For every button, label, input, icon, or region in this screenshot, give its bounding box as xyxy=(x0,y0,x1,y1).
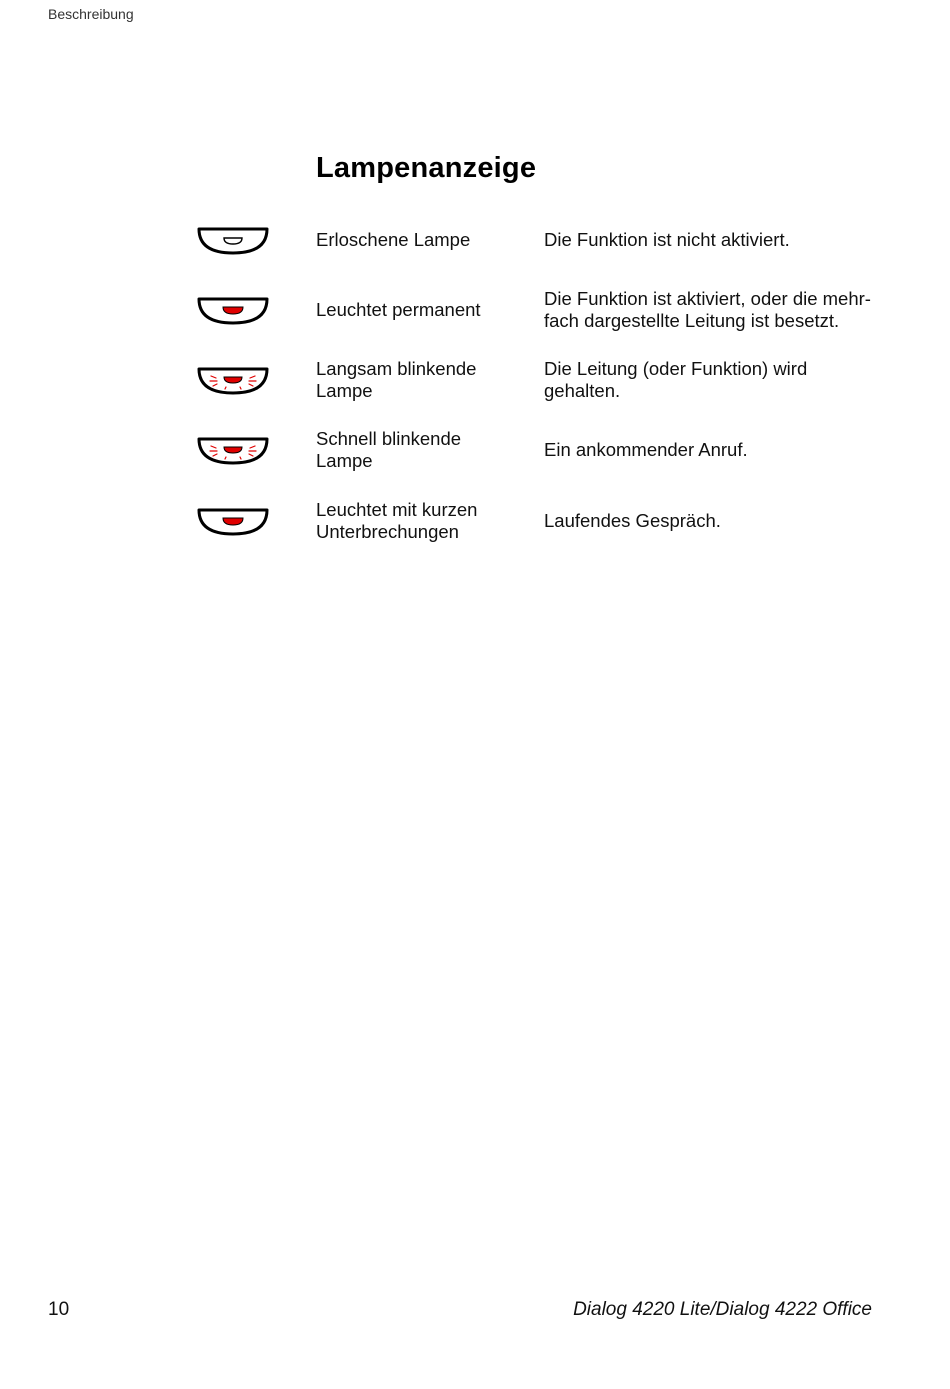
lamp-meaning-line: gehalten. xyxy=(544,380,621,401)
lamp-state-line: Langsam blinkende xyxy=(316,358,477,379)
lamp-meaning xyxy=(544,358,884,402)
lamp-state-line: Lampe xyxy=(316,450,373,471)
lamp-meaning xyxy=(544,510,884,532)
lamp-slow-flash-icon xyxy=(196,366,270,396)
lamp-fast-flash-icon xyxy=(196,436,270,466)
lamp-meaning-line: Die Funktion ist nicht aktiviert. xyxy=(544,229,790,250)
lamp-state-line: Leuchtet permanent xyxy=(316,299,481,320)
lamp-state-line: Unterbrechungen xyxy=(316,521,459,542)
page-number: 10 xyxy=(48,1299,70,1320)
lamp-meaning-line: Laufendes Gespräch. xyxy=(544,510,721,531)
lamp-state-line: Leuchtet mit kurzen xyxy=(316,499,478,520)
lamp-off-icon xyxy=(196,226,270,256)
running-header: Beschreibung xyxy=(48,6,134,22)
lamp-state-label xyxy=(316,499,526,543)
lamp-state-line: Erloschene Lampe xyxy=(316,229,471,250)
lamp-meaning-line: Ein ankommender Anruf. xyxy=(544,439,748,460)
lamp-steady-icon xyxy=(196,296,270,326)
lamp-short-interruptions-icon xyxy=(196,507,270,537)
lamp-meaning xyxy=(544,439,884,461)
lamp-meaning xyxy=(544,229,884,251)
lamp-state-label xyxy=(316,229,526,251)
lamp-state-label xyxy=(316,358,526,402)
lamp-meaning-line: Die Funktion ist aktiviert, oder die mehr- xyxy=(544,288,871,309)
lamp-meaning-line: fach dargestellte Leitung ist besetzt. xyxy=(544,310,840,331)
lamp-state-label xyxy=(316,428,526,472)
lamp-meaning xyxy=(544,288,884,332)
lamp-meaning-line: Die Leitung (oder Funktion) wird xyxy=(544,358,808,379)
lamp-state-line: Schnell blinkende xyxy=(316,428,462,449)
lamp-state-label xyxy=(316,299,526,321)
product-name: Dialog 4220 Lite/Dialog 4222 Office xyxy=(573,1299,872,1320)
lamp-state-line: Lampe xyxy=(316,380,373,401)
section-title: Lampenanzeige xyxy=(316,152,537,184)
